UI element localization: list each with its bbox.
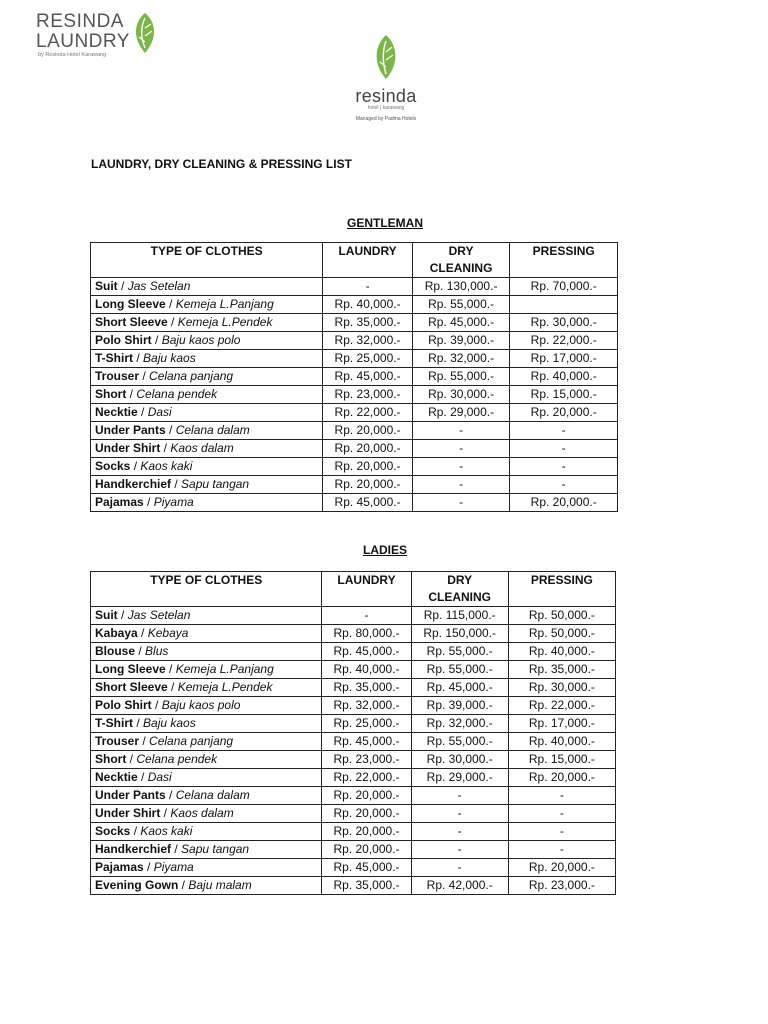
cell-clothing-type [91,440,323,458]
cell-pressing-price: Rp. 15,000.- [508,751,615,769]
leaf-icon [132,12,158,54]
clothing-name-en: Short [95,752,127,766]
cell-pressing-price: Rp. 22,000.- [508,697,615,715]
cell-laundry-price: - [323,278,413,296]
cell-clothing-type [91,787,322,805]
brand-line-2: LAUNDRY [36,31,130,52]
cell-pressing-price: - [508,787,615,805]
section-heading-gentleman: GENTLEMAN [347,216,423,230]
cell-dry-cleaning-price: - [411,787,508,805]
cell-dry-cleaning-price: - [411,859,508,877]
separator: / [117,279,128,293]
separator: / [160,441,171,455]
cell-pressing-price: Rp. 20,000.- [508,769,615,787]
clothing-name-en: Suit [95,608,118,622]
clothing-name-en: Socks [95,824,131,838]
price-table-gentleman [90,242,618,512]
clothing-name-id: Kemeja L.Panjang [175,297,274,311]
clothing-name-id: Kebaya [147,626,189,640]
cell-pressing-price: - [508,841,615,859]
hotel-subtitle: hotel | karawang [367,105,405,111]
cell-dry-cleaning-price: Rp. 30,000.- [411,751,508,769]
separator: / [151,333,162,347]
document-title: LAUNDRY, DRY CLEANING & PRESSING LIST [91,157,352,171]
cell-dry-cleaning-price: Rp. 39,000.- [411,697,508,715]
cell-pressing-price: - [510,458,618,476]
cell-laundry-price: Rp. 20,000.- [323,458,413,476]
clothing-name-en: Under Shirt [95,806,161,820]
clothing-name-en: Long Sleeve [95,662,166,676]
clothing-name-id: Kemeja L.Pendek [177,680,273,694]
clothing-name-id: Celana pendek [136,387,218,401]
cell-laundry-price: Rp. 45,000.- [323,494,413,512]
cell-clothing-type [91,823,322,841]
cell-clothing-type [91,715,322,733]
cell-laundry-price: Rp. 23,000.- [323,386,413,404]
cell-dry-cleaning-price: Rp. 29,000.- [412,404,510,422]
cell-pressing-price: Rp. 20,000.- [508,859,615,877]
cell-dry-cleaning-price: Rp. 45,000.- [411,679,508,697]
separator: / [137,626,148,640]
clothing-name-en: Blouse [95,644,136,658]
cell-dry-cleaning-price: Rp. 55,000.- [412,296,510,314]
clothing-name-id: Baju kaos polo [161,698,241,712]
clothing-name-id: Celana dalam [175,788,250,802]
cell-dry-cleaning-price: - [412,422,510,440]
cell-laundry-price: Rp. 22,000.- [323,404,413,422]
clothing-name-en: Under Pants [95,423,166,437]
separator: / [165,423,176,437]
table-row [91,386,618,404]
clothing-name-id: Piyama [153,860,194,874]
cell-pressing-price: - [510,422,618,440]
clothing-name-id: Kaos dalam [170,441,234,455]
cell-dry-cleaning-price: Rp. 130,000.- [412,278,510,296]
cell-pressing-price: - [510,476,618,494]
clothing-name-id: Kaos kaki [140,459,193,473]
clothing-name-en: Short Sleeve [95,680,168,694]
cell-laundry-price: Rp. 23,000.- [322,751,411,769]
cell-pressing-price: - [508,823,615,841]
separator: / [171,842,182,856]
clothing-name-id: Jas Setelan [127,279,191,293]
hotel-logo [350,34,430,129]
clothing-name-en: Necktie [95,770,138,784]
separator: / [130,824,141,838]
clothing-name-en: Short [95,387,127,401]
cell-laundry-price: Rp. 20,000.- [323,476,413,494]
cell-pressing-price: Rp. 22,000.- [510,332,618,350]
table-row [91,404,618,422]
cell-laundry-price: Rp. 45,000.- [322,643,411,661]
clothing-name-id: Baju kaos polo [161,333,241,347]
separator: / [167,315,178,329]
column-header: TYPE OF CLOTHES [91,243,323,278]
cell-clothing-type [91,643,322,661]
cell-clothing-type [91,494,323,512]
separator: / [126,752,137,766]
cell-dry-cleaning-price: Rp. 55,000.- [411,661,508,679]
table-row [91,877,616,895]
clothing-name-en: Under Shirt [95,441,161,455]
cell-clothing-type [91,751,322,769]
table-row [91,368,618,386]
cell-dry-cleaning-price: Rp. 30,000.- [412,386,510,404]
cell-clothing-type [91,350,323,368]
table-row [91,823,616,841]
cell-clothing-type [91,697,322,715]
cell-clothing-type [91,368,323,386]
separator: / [139,369,150,383]
table-row [91,661,616,679]
clothing-name-en: Suit [95,279,118,293]
cell-dry-cleaning-price: - [412,458,510,476]
separator: / [133,351,144,365]
clothing-name-en: Long Sleeve [95,297,166,311]
clothing-name-en: Pajamas [95,495,144,509]
table-row [91,715,616,733]
clothing-name-id: Celana dalam [175,423,250,437]
cell-pressing-price: Rp. 50,000.- [508,625,615,643]
cell-laundry-price: Rp. 35,000.- [322,877,411,895]
section-heading-ladies: LADIES [363,543,408,557]
cell-dry-cleaning-price: Rp. 45,000.- [412,314,510,332]
table-row [91,805,616,823]
cell-clothing-type [91,404,323,422]
clothing-name-en: Under Pants [95,788,166,802]
separator: / [143,495,154,509]
cell-pressing-price: Rp. 23,000.- [508,877,615,895]
cell-clothing-type [91,841,322,859]
clothing-name-en: T-Shirt [95,351,133,365]
clothing-name-id: Baju kaos [143,351,196,365]
clothing-name-id: Baju malam [188,878,252,892]
clothing-name-en: Socks [95,459,131,473]
clothing-name-id: Kaos kaki [140,824,193,838]
table-row [91,458,618,476]
separator: / [165,662,176,676]
table-row [91,625,616,643]
cell-dry-cleaning-price: Rp. 55,000.- [412,368,510,386]
clothing-name-id: Kaos dalam [170,806,234,820]
cell-clothing-type [91,422,323,440]
cell-laundry-price: Rp. 25,000.- [323,350,413,368]
cell-dry-cleaning-price: - [412,440,510,458]
separator: / [135,644,146,658]
clothing-name-id: Sapu tangan [181,842,250,856]
column-header: TYPE OF CLOTHES [91,572,322,607]
separator: / [171,477,182,491]
clothing-name-en: Short Sleeve [95,315,168,329]
clothing-name-en: Kabaya [95,626,138,640]
clothing-name-en: Polo Shirt [95,333,152,347]
cell-laundry-price: Rp. 32,000.- [322,697,411,715]
clothing-name-id: Celana panjang [149,369,234,383]
column-header: PRESSING [508,572,615,607]
clothing-name-id: Celana pendek [136,752,218,766]
clothing-name-en: Handkerchief [95,477,172,491]
table-row [91,350,618,368]
cell-clothing-type [91,314,323,332]
leaf-icon [373,34,399,80]
clothing-name-id: Kemeja L.Pendek [177,315,273,329]
cell-dry-cleaning-price: Rp. 32,000.- [411,715,508,733]
table-body [91,607,616,895]
cell-dry-cleaning-price: Rp. 55,000.- [411,643,508,661]
cell-laundry-price: Rp. 40,000.- [322,661,411,679]
hotel-name: resinda [355,86,417,106]
table-row [91,332,618,350]
column-header: DRY CLEANING [411,572,508,607]
clothing-name-id: Dasi [147,405,172,419]
cell-pressing-price: Rp. 40,000.- [508,733,615,751]
cell-laundry-price: Rp. 25,000.- [322,715,411,733]
cell-laundry-price: Rp. 80,000.- [322,625,411,643]
cell-clothing-type [91,805,322,823]
table-row [91,733,616,751]
cell-clothing-type [91,625,322,643]
table-row [91,679,616,697]
cell-clothing-type [91,769,322,787]
separator: / [126,387,137,401]
brand-subtitle: by Resinda Hotel Karawang [38,52,107,58]
table-row [91,643,616,661]
clothing-name-id: Celana panjang [149,734,234,748]
table-body [91,278,618,512]
table-header-row [91,243,618,278]
clothing-name-en: Trouser [95,369,140,383]
cell-laundry-price: Rp. 45,000.- [323,368,413,386]
separator: / [137,405,148,419]
cell-laundry-price: Rp. 20,000.- [323,422,413,440]
separator: / [151,698,162,712]
cell-pressing-price: - [508,805,615,823]
cell-laundry-price: Rp. 20,000.- [322,787,411,805]
cell-clothing-type [91,332,323,350]
cell-pressing-price: Rp. 40,000.- [510,368,618,386]
managed-by: Managed by Padma Hotels [355,116,417,122]
table-row [91,422,618,440]
table-row [91,440,618,458]
separator: / [165,788,176,802]
separator: / [139,734,150,748]
clothing-name-id: Sapu tangan [181,477,250,491]
clothing-name-en: Evening Gown [95,878,179,892]
cell-clothing-type [91,733,322,751]
cell-clothing-type [91,877,322,895]
cell-laundry-price: Rp. 20,000.- [323,440,413,458]
cell-pressing-price: Rp. 35,000.- [508,661,615,679]
table-row [91,607,616,625]
cell-laundry-price: Rp. 20,000.- [322,805,411,823]
cell-dry-cleaning-price: Rp. 55,000.- [411,733,508,751]
cell-pressing-price: Rp. 70,000.- [510,278,618,296]
cell-clothing-type [91,679,322,697]
cell-dry-cleaning-price: - [411,805,508,823]
cell-pressing-price: Rp. 15,000.- [510,386,618,404]
cell-laundry-price: Rp. 40,000.- [323,296,413,314]
separator: / [178,878,189,892]
separator: / [143,860,154,874]
cell-clothing-type [91,859,322,877]
brand-line-1: RESINDA [36,11,124,32]
table-row [91,314,618,332]
cell-pressing-price: Rp. 30,000.- [510,314,618,332]
cell-laundry-price: Rp. 45,000.- [322,859,411,877]
cell-pressing-price [510,296,618,314]
column-header: DRY CLEANING [412,243,510,278]
clothing-name-id: Dasi [147,770,172,784]
separator: / [130,459,141,473]
cell-dry-cleaning-price: - [412,476,510,494]
table-row [91,841,616,859]
cell-laundry-price: Rp. 22,000.- [322,769,411,787]
cell-dry-cleaning-price: Rp. 32,000.- [412,350,510,368]
clothing-name-en: Polo Shirt [95,698,152,712]
clothing-name-id: Blus [145,644,169,658]
table-row [91,296,618,314]
cell-clothing-type [91,661,322,679]
cell-pressing-price: Rp. 50,000.- [508,607,615,625]
cell-pressing-price: Rp. 20,000.- [510,404,618,422]
table-row [91,769,616,787]
separator: / [117,608,128,622]
column-header: PRESSING [510,243,618,278]
table-row [91,476,618,494]
price-table-ladies [90,571,616,895]
cell-laundry-price: Rp. 35,000.- [322,679,411,697]
cell-pressing-price: Rp. 30,000.- [508,679,615,697]
clothing-name-id: Piyama [153,495,194,509]
cell-pressing-price: Rp. 40,000.- [508,643,615,661]
separator: / [167,680,178,694]
separator: / [137,770,148,784]
cell-laundry-price: Rp. 45,000.- [322,733,411,751]
cell-pressing-price: - [510,440,618,458]
cell-clothing-type [91,278,323,296]
column-header: LAUNDRY [323,243,413,278]
cell-dry-cleaning-price: Rp. 29,000.- [411,769,508,787]
cell-clothing-type [91,607,322,625]
brand-logo [36,12,166,62]
cell-laundry-price: - [322,607,411,625]
table-row [91,278,618,296]
clothing-name-id: Baju kaos [143,716,196,730]
table-row [91,751,616,769]
cell-clothing-type [91,476,323,494]
clothing-name-en: T-Shirt [95,716,133,730]
cell-dry-cleaning-price: - [412,494,510,512]
cell-clothing-type [91,458,323,476]
separator: / [165,297,176,311]
brand-wordmark [36,12,130,52]
cell-pressing-price: Rp. 20,000.- [510,494,618,512]
cell-dry-cleaning-price: Rp. 115,000.- [411,607,508,625]
cell-dry-cleaning-price: - [411,823,508,841]
clothing-name-id: Kemeja L.Panjang [175,662,274,676]
table-row [91,494,618,512]
cell-dry-cleaning-price: Rp. 42,000.- [411,877,508,895]
separator: / [160,806,171,820]
clothing-name-en: Handkerchief [95,842,172,856]
cell-pressing-price: Rp. 17,000.- [508,715,615,733]
column-header: LAUNDRY [322,572,411,607]
cell-dry-cleaning-price: Rp. 39,000.- [412,332,510,350]
clothing-name-en: Trouser [95,734,140,748]
cell-clothing-type [91,296,323,314]
cell-dry-cleaning-price: - [411,841,508,859]
clothing-name-en: Pajamas [95,860,144,874]
cell-laundry-price: Rp. 35,000.- [323,314,413,332]
cell-clothing-type [91,386,323,404]
clothing-name-id: Jas Setelan [127,608,191,622]
cell-pressing-price: Rp. 17,000.- [510,350,618,368]
table-header-row [91,572,616,607]
clothing-name-en: Necktie [95,405,138,419]
table-row [91,697,616,715]
cell-laundry-price: Rp. 20,000.- [322,841,411,859]
cell-dry-cleaning-price: Rp. 150,000.- [411,625,508,643]
separator: / [133,716,144,730]
table-row [91,859,616,877]
cell-laundry-price: Rp. 32,000.- [323,332,413,350]
cell-laundry-price: Rp. 20,000.- [322,823,411,841]
table-row [91,787,616,805]
